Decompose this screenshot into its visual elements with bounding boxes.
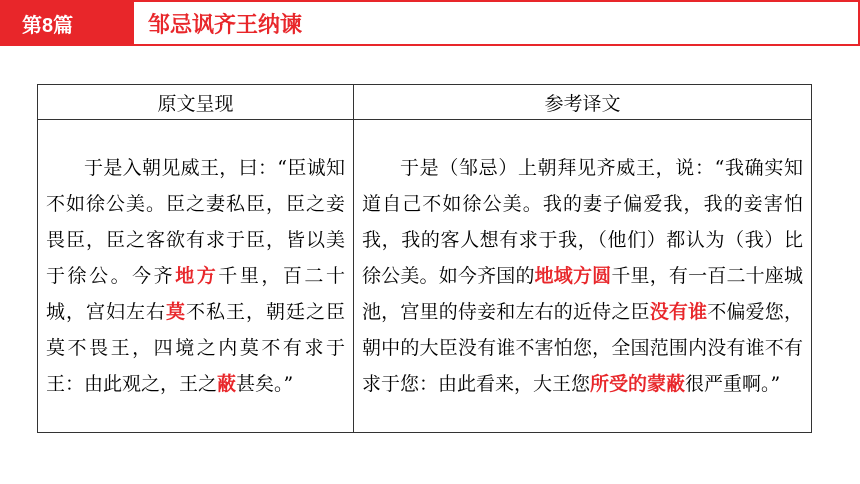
translation-text-cell xyxy=(354,120,812,433)
table-row xyxy=(38,120,812,433)
translation-highlight: 所受的蒙蔽 xyxy=(590,373,686,395)
chapter-tab: 第8篇 xyxy=(0,0,134,46)
translation-text: 于是（邹忌）上朝拜见齐威王，说：“我确实知道自己不如徐公美。我的妻子偏爱我，我的妾害怕我，我的客人想有求于我，（他们）都认为（我）比徐公美。如今齐国的 xyxy=(362,157,803,287)
original-paragraph xyxy=(46,150,345,402)
header-original: 原文呈现 xyxy=(38,85,354,120)
translation-highlight: 地域方圆 xyxy=(534,265,612,287)
original-text-cell xyxy=(38,120,354,433)
comparison-table xyxy=(37,84,812,433)
original-text: 不私王，朝廷之臣莫不畏王，四境之内莫不有求于王：由此观之，王之 xyxy=(46,301,345,395)
title-bar xyxy=(134,0,860,46)
original-highlight: 地方 xyxy=(175,265,219,287)
translation-text: 不偏爱您，朝中的大臣没有谁不害怕您，全国范围内没有谁不有求于您：由此看来，大王您 xyxy=(362,301,803,395)
translation-text: 千里，有一百二十座城池，宫里的侍妾和左右的近侍之臣 xyxy=(362,265,803,323)
page-title: 邹忌讽齐王纳谏 xyxy=(148,12,303,38)
original-highlight: 莫 xyxy=(165,301,186,323)
translation-text: 很严重啊。” xyxy=(685,373,781,395)
table-header-row xyxy=(38,85,812,120)
translation-highlight: 没有谁 xyxy=(649,301,708,323)
original-text: 甚矣。” xyxy=(236,373,294,395)
original-text: 千里，百二十城，宫妇左右 xyxy=(46,265,345,323)
original-text: 于是入朝见威王，曰：“臣诚知不如徐公美。臣之妻私臣，臣之妾畏臣，臣之客欲有求于臣，皆以美于徐公。今齐 xyxy=(46,157,345,287)
original-highlight: 蔽 xyxy=(217,373,237,395)
translation-paragraph xyxy=(362,150,803,402)
header-translation: 参考译文 xyxy=(354,85,812,120)
